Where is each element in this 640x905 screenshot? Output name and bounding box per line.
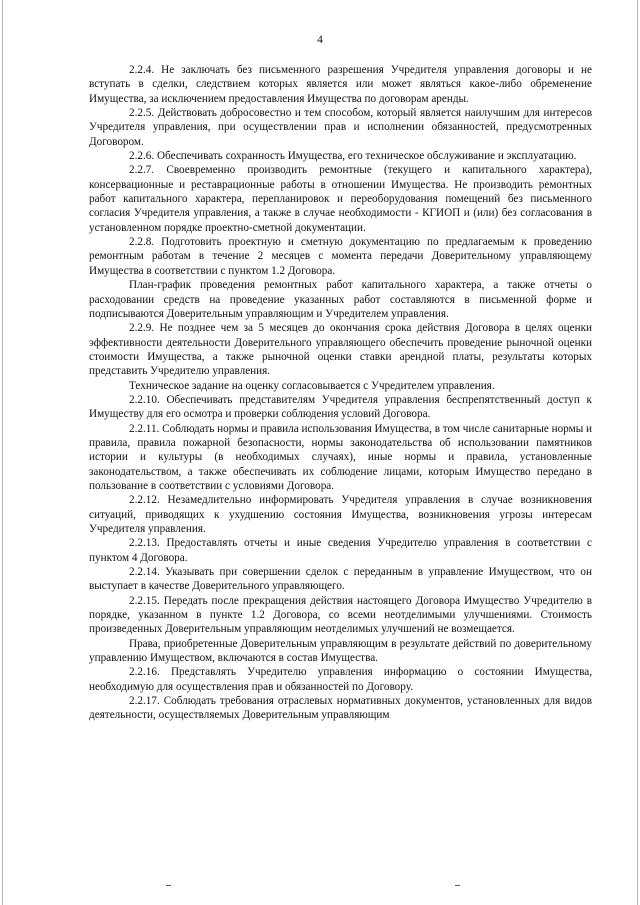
paragraph-2-2-8: 2.2.8. Подготовить проектную и сметную документацию по предлагаемым к проведению ремонтным работам в течение 2 месяцев с момента передачи Доверительному управляющему Имущества в соответствии с пунктом 1.2 Договора. bbox=[89, 236, 592, 277]
document-body bbox=[89, 63, 592, 723]
paragraph-repair-schedule: План-график проведения ремонтных работ капитального характера, а также отчеты о расходовании средств на проведение указанных работ составляются в письменной форме и подписываются Доверительным управляющим и Учредителем управления. bbox=[89, 279, 592, 320]
paragraph-2-2-15: 2.2.15. Передать после прекращения действия настоящего Договора Имущество Учредителю в порядке, указанном в пункте 1.2 Договора, со всеми неотделимыми улучшениями. Стоимость произведенных Доверительным управляющим неотделимых улучшений не возмещается. bbox=[89, 594, 592, 636]
paragraph-2-2-9: 2.2.9. Не позднее чем за 5 месяцев до окончания срока действия Договора в целях оценки эффективности деятельности Доверительного управляющего обеспечить проведение рыночной оценки стоимости Имущества, а также рыночной оценки ставки арендной платы, результаты которых представить Учредителю управления. bbox=[89, 322, 592, 378]
scan-edge-right bbox=[637, 0, 638, 905]
paragraph-2-2-16: 2.2.16. Представлять Учредителю управления информацию о состоянии Имущества, необходимую для осуществления прав и обязанностей по Договору. bbox=[89, 666, 592, 693]
paragraph-2-2-14: 2.2.14. Указывать при совершении сделок с переданным в управление Имуществом, что он выступает в качестве Доверительного управляющего. bbox=[89, 566, 592, 593]
paragraph-technical-task: Техническое задание на оценку согласовывается с Учредителем управления. bbox=[129, 379, 495, 392]
paragraph-2-2-5: 2.2.5. Действовать добросовестно и тем способом, который является наилучшим для интересов Учредителя управления, при осуществлении прав и исполнении обязанностей, предусмотренных Договором. bbox=[89, 107, 592, 148]
scan-mark-right bbox=[455, 885, 460, 886]
paragraph-2-2-11: 2.2.11. Соблюдать нормы и правила использования Имущества, в том числе санитарные нормы и правила, правила пожарной безопасности, нормы законодательства об использовании памятников истории и культуры (в необходимых случаях), иные нормы и правила, установленные законодательством, а также обеспечивать их соблюдение лицами, которым Имущество передано в пользование в соответствии с условиями Договора. bbox=[89, 422, 592, 492]
paragraph-2-2-10: 2.2.10. Обеспечивать представителям Учредителя управления беспрепятственный доступ к Имуществу для его осмотра и проверки соблюдения условий Договора. bbox=[89, 393, 592, 421]
page-number: 4 bbox=[317, 34, 323, 46]
scan-mark-left bbox=[166, 885, 171, 886]
paragraph-2-2-17: 2.2.17. Соблюдать требования отраслевых нормативных документов, установленных для видов деятельности, осуществляемых Доверительным управляющим bbox=[89, 695, 592, 722]
paragraph-rights-acquired: Права, приобретенные Доверительным управляющим в результате действий по доверительному управлению Имуществом, включаются в состав Имущества. bbox=[89, 637, 592, 665]
paragraph-2-2-4: 2.2.4. Не заключать без письменного разрешения Учредителя управления договоры и не вступать в сделки, следствием которых является или может являться какое-либо обременение Имущества, за исключением предоставления Имущества по договорам аренды. bbox=[89, 64, 592, 105]
paragraph-2-2-13: 2.2.13. Предоставлять отчеты и иные сведения Учредителю управления в соответствии с пунктом 4 Договора. bbox=[89, 537, 592, 564]
paragraph-2-2-7: 2.2.7. Своевременно производить ремонтные (текущего и капитального характера), консервационные и реставрационные работы в отношении Имущества. Не производить ремонтных работ капитального характера, перепланировок и переоборудования помещений без письменного согласия Учредителя управления, а также в случае необходимости - КГИОП и (или) без согласования в установленном порядке проектно-сметной документации. bbox=[89, 164, 592, 234]
paragraph-2-2-6: 2.2.6. Обеспечивать сохранность Имущества, его техническое обслуживание и эксплуатацию. bbox=[129, 150, 577, 163]
paragraph-2-2-12: 2.2.12. Незамедлительно информировать Учредителя управления в случае возникновения ситуаций, приводящих к ухудшению состояния Имущества, возникновения угрозы интересам Учредителя управления. bbox=[89, 494, 592, 535]
scan-edge-left bbox=[2, 0, 3, 905]
